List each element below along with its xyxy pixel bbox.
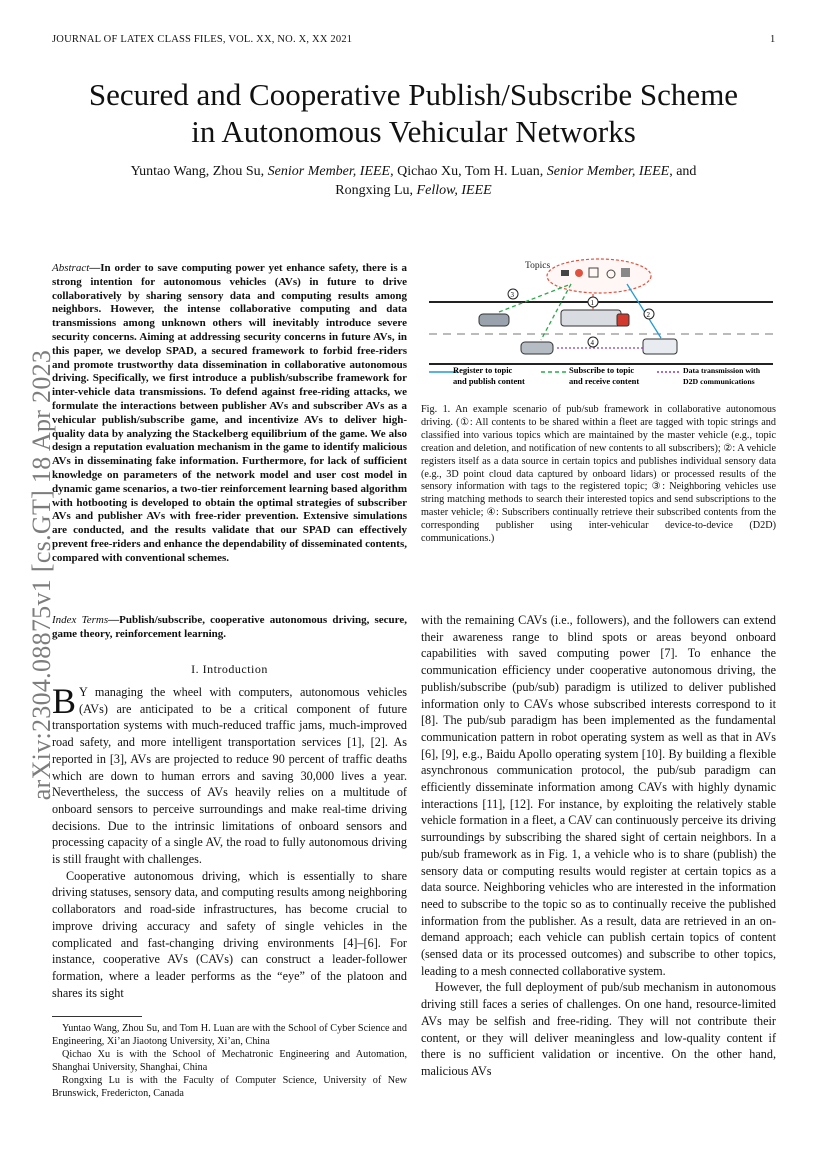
abstract-text: —In order to save computing power yet enhance safety, there is a strong intention for autonomous vehicles (AVs) in future to drive collaboratively by sharing sensory data and computing results among neighbors. However, the intense collaborative computing and data transmissions among unknown others will inevitably introduce severe security concerns. Aiming at addressing security concerns in future AVs, in this paper, we develop SPAD, a secured framework to forbid free-riders and promote trustworthy data dissemination in collaborative autonomous driving. Specifically, we first introduce a publish/subscribe framework for inter-vehicle data transmissions. To defend against free-riding attacks, we formulate the interactions between publisher AVs and subscriber AVs as a vehicular publish/subscribe game, and incentivize AVs to deliver high-quality data by analyzing the Stackelberg equilibrium of the game. We also design a reputation evaluation mechanism in the game to identify malicious AVs in disseminating fake information. Furthermore, for lack of sufficient knowledge on parameters of the network model and user cost model in dynamic game scenarios, a two-tier reinforcement learning based algorithm with hotbooting is developed to obtain the optimal strategies of subscriber AVs and publisher AVs with free-rider prevention. Extensive simulations are conducted, and the results validate that our SPAD can effectively prevent free-riders and enhance the dependability of disseminated contents, compared with conventional schemes.	[52, 262, 407, 564]
abstract-lead: Abstract	[52, 262, 90, 274]
author-role-2: Senior Member, IEEE	[546, 164, 670, 179]
legend-d2d-label: Data transmission with	[683, 366, 761, 375]
master-vehicle	[561, 310, 621, 326]
left-column-body	[52, 681, 407, 1001]
topic-icon	[575, 269, 583, 277]
figure-caption: Fig. 1. An example scenario of pub/sub framework in collaborative autonomous driving. (①: All contents to be shared within a fleet are tagged with topic strings and classified into various topics which are maintained by the master vehicle (e.g., topic creation and deletion, and notification of new contents to all subscribers); ②: A vehicle registers itself as a data source in certain topics and publishes individual sensory data (e.g., 3D point cloud data captured by onboard lidars) or processed results of the sensory information with tags to the registered topic; ③: Neighboring vehicles use string matching methods to search their interested topics and send subscriptions to the master vehicle; ④: Subscribers continually retrieve their subscribed contents from the corresponding publisher using inter-vehicular device-to-device (D2D) communications.)	[421, 404, 776, 545]
step-label: 4	[590, 339, 594, 347]
footnote-rule	[52, 1016, 142, 1017]
figure-1	[421, 254, 781, 396]
author-and: , and	[669, 164, 697, 179]
legend-register-label: Register to topic	[453, 365, 513, 375]
footnote-1: Yuntao Wang, Zhou Su, and Tom H. Luan are with the School of Cyber Science and Engineering, Xi’an Jiaotong University, Xi’an, China	[52, 1023, 407, 1047]
topic-icon	[561, 270, 569, 276]
abstract	[52, 262, 407, 566]
paragraph-2: Cooperative autonomous driving, which is essentially to share driving statuses, sensory data, and computing results among neighboring collaborators and road-side infrastructures, has become crucial to improve driving accuracy and safety of single vehicles in the complicated and fast-changing driving environments [4]–[6]. For instance, cooperative AVs (CAVs) can construct a leader-follower formation, where a leader performs as the “eye” of the platoon and shares its sight	[52, 868, 407, 1000]
paragraph-1-text: Y managing the wheel with computers, autonomous vehicles (AVs) are anticipated to be a critical component of future transportation systems with much-reduced traffic jams, much-improved road safety, and more intelligent transportation services [1], [2]. As reported in [3], AVs are projected to reduce 90 percent of traffic deaths which are down to human errors and saving 30,000 lives a year. Nevertheless, the success of AVs heavily relies on a multitude of onboard sensors to perceive surroundings and make real-time driving decisions. Due to the intrinsic limitations of onboard sensors and processing capacity of a single AV, the road to fully autonomous driving is still fraught with challenges.	[52, 685, 407, 867]
author-list	[40, 162, 787, 200]
paragraph-1	[52, 681, 407, 868]
step-label: 3	[510, 291, 514, 299]
paper-title	[40, 76, 787, 150]
right-column-body	[421, 612, 776, 1080]
running-header: JOURNAL OF LATEX CLASS FILES, VOL. XX, NO. X, XX 2021	[52, 34, 353, 45]
vehicle-car	[521, 342, 553, 354]
legend-d2d-label-2: D2D communications	[683, 377, 755, 386]
master-vehicle-cab	[617, 314, 629, 326]
page-number: 1	[770, 34, 776, 45]
legend-register-label-2: and publish content	[453, 376, 525, 386]
figure-diagram	[421, 254, 781, 396]
step-label: 2	[646, 311, 650, 319]
authors-line-1	[40, 162, 787, 181]
footnote-2: Qichao Xu is with the School of Mechatronic Engineering and Automation, Shanghai University, Shanghai, China	[52, 1049, 407, 1073]
arxiv-stamp: arXiv:2304.08875v1 [cs.GT] 18 Apr 2023	[27, 349, 56, 801]
topic-icon	[621, 268, 630, 277]
author-names-2: , Qichao Xu, Tom H. Luan,	[390, 164, 547, 179]
author-names-1: Yuntao Wang, Zhou Su,	[130, 164, 268, 179]
footnote-3: Rongxing Lu is with the Faculty of Computer Science, University of New Brunswick, Fredericton, Canada	[52, 1075, 407, 1099]
legend-subscribe-label-2: and receive content	[569, 376, 640, 386]
legend-subscribe-label: Subscribe to topic	[569, 365, 635, 375]
register-arrow	[627, 284, 661, 338]
title-line-2: in Autonomous Vehicular Networks	[191, 114, 636, 149]
index-terms	[52, 614, 407, 642]
author-role-3: Fellow, IEEE	[416, 183, 492, 198]
section-heading: I. Introduction	[191, 662, 268, 676]
topics-label: Topics	[525, 261, 551, 271]
paragraph-4: However, the full deployment of pub/sub mechanism in autonomous driving still faces a series of challenges. On one hand, resource-limited AVs may be selfish and free-riding. They will not contribute their content, or they will deliver meaningless and low-quality content if there is no sufficient validation or incentive. On the other hand, malicious AVs	[421, 980, 776, 1078]
vehicle-car	[479, 314, 509, 326]
vehicle-van	[643, 339, 677, 354]
index-terms-text: —Publish/subscribe, cooperative autonomous driving, secure, game theory, reinforcement learning.	[52, 614, 407, 640]
dropcap: B	[52, 681, 77, 721]
index-terms-lead: Index Terms	[52, 614, 109, 626]
author-names-3: Rongxing Lu,	[335, 183, 417, 198]
title-line-1: Secured and Cooperative Publish/Subscribe Scheme	[88, 77, 739, 112]
footnotes	[52, 1022, 407, 1100]
step-label: 1	[590, 299, 594, 307]
paragraph-3: with the remaining CAVs (i.e., followers), and the followers can extend their awareness range to blind spots or areas beyond onboard capabilities with saved computing power [7]. To enhance the communication efficiency under cooperative autonomous driving, the publish/subscribe (pub/sub) paradigm is utilized to deliver published information only to CAVs whose subscribed interests correspond to it [8]. The pub/sub paradigm has been implemented as the fundamental communication pattern in robot operating system as well as that in AVs [6], [9], e.g., Baidu Apollo operating system [10]. By building a flexible asynchronous communication protocol, the pub/sub paradigm can efficiently disseminate information among CAVs with highly dynamic interactions [11], [12]. For instance, by exploiting the relatively stable vehicle formation in a fleet, a CAV can continuously perceive its driving surroundings by subscribing the shared sight of certain neighbors. In a pub/sub framework as in Fig. 1, a vehicle who is to share (publish) the sensory data or computing results would register at certain topics as a data source. Neighboring vehicles who are interested in the information need to subscribe to the topic so as to continually receive the published information from the publisher. As a result, data are retrieved in an on-demand approach; each vehicle can publish certain topics of content (sensed data or its processed outcomes) and subscribe to other topics, leading to a mesh connected collaborative system.	[421, 613, 776, 978]
author-role-1: Senior Member, IEEE	[267, 164, 391, 179]
authors-line-2	[40, 181, 787, 200]
